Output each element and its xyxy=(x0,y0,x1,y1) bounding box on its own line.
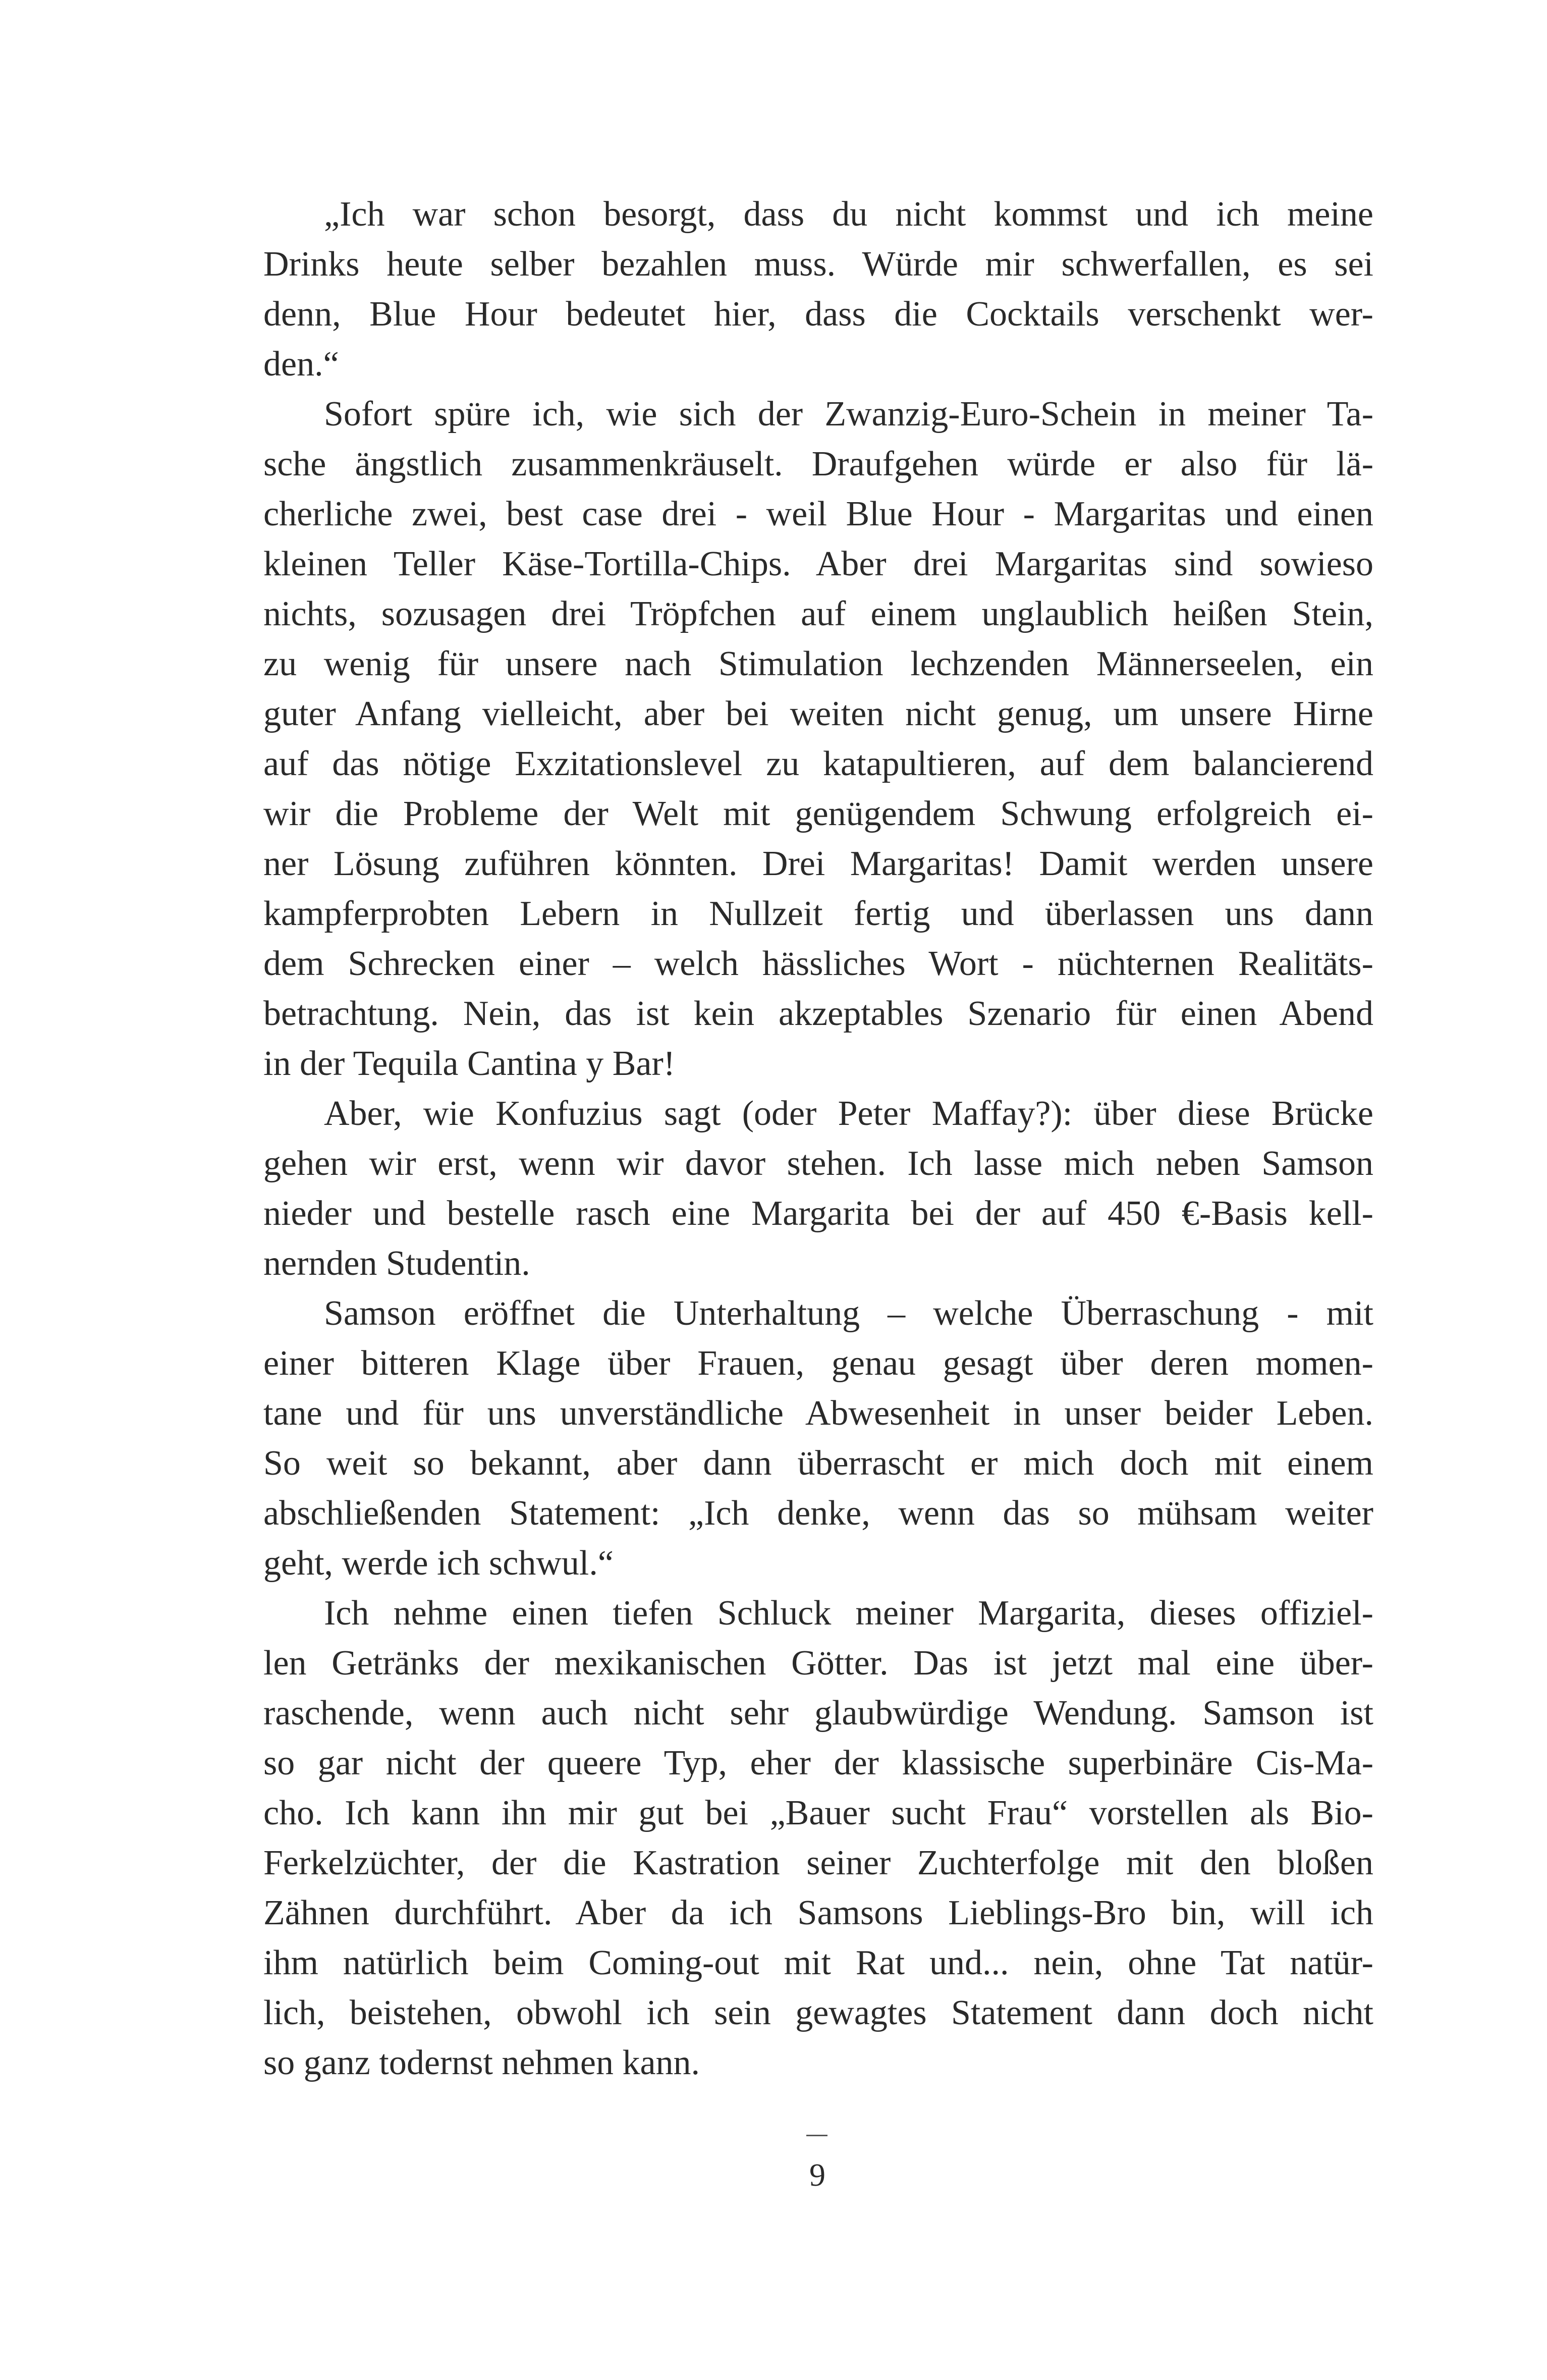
text-line: tane und für uns unverständliche Abwesenheit in unser beider Leben. xyxy=(263,1394,1373,1433)
text-line: ihm natürlich beim Coming-out mit Rat und... nein, ohne Tat natür- xyxy=(263,1943,1373,1982)
text-line: in der Tequila Cantina y Bar! xyxy=(263,1044,676,1083)
text-line: so gar nicht der queere Typ, eher der klassische superbinäre Cis-Ma- xyxy=(263,1744,1373,1782)
text-line: geht, werde ich schwul.“ xyxy=(263,1544,614,1583)
text-line: So weit so bekannt, aber dann überrascht er mich doch mit einem xyxy=(263,1444,1373,1483)
text-line: sche ängstlich zusammenkräuselt. Draufgehen würde er also für lä- xyxy=(263,445,1373,483)
page-number: 9 xyxy=(809,2157,825,2193)
page-number-divider xyxy=(806,2135,827,2136)
text-line: Ich nehme einen tiefen Schluck meiner Margarita, dieses offiziel- xyxy=(324,1594,1373,1633)
text-line: den.“ xyxy=(263,345,339,384)
text-line: cherliche zwei, best case drei - weil Blue Hour - Margaritas und einen xyxy=(263,495,1373,533)
text-line: kampferprobten Lebern in Nullzeit fertig und überlassen uns dann xyxy=(263,894,1373,933)
text-line: Samson eröffnet die Unterhaltung – welche Überraschung - mit xyxy=(324,1294,1373,1333)
text-line: kleinen Teller Käse-Tortilla-Chips. Aber drei Margaritas sind sowieso xyxy=(263,545,1373,583)
text-line: Sofort spüre ich, wie sich der Zwanzig-Euro-Schein in meiner Ta- xyxy=(324,395,1373,434)
text-line: auf das nötige Exzitationslevel zu katapultieren, auf dem balancierend xyxy=(263,744,1373,783)
text-line: nernden Studentin. xyxy=(263,1244,530,1283)
text-line: raschende, wenn auch nicht sehr glaubwürdige Wendung. Samson ist xyxy=(263,1694,1373,1733)
body-text xyxy=(263,189,1373,2088)
text-line: len Getränks der mexikanischen Götter. Das ist jetzt mal eine über- xyxy=(263,1644,1373,1683)
text-line: lich, beistehen, obwohl ich sein gewagtes Statement dann doch nicht xyxy=(263,1993,1373,2032)
text-line: Zähnen durchführt. Aber da ich Samsons Lieblings-Bro bin, will ich xyxy=(263,1894,1373,1932)
text-line: ner Lösung zuführen könnten. Drei Margaritas! Damit werden unsere xyxy=(263,844,1373,883)
text-line: Drinks heute selber bezahlen muss. Würde mir schwerfallen, es sei xyxy=(263,245,1373,284)
text-line: guter Anfang vielleicht, aber bei weiten nicht genug, um unsere Hirne xyxy=(263,694,1373,733)
text-line: „Ich war schon besorgt, dass du nicht kommst und ich meine xyxy=(324,195,1373,234)
text-line: wir die Probleme der Welt mit genügendem Schwung erfolgreich ei- xyxy=(263,794,1373,833)
text-line: einer bitteren Klage über Frauen, genau gesagt über deren momen- xyxy=(263,1344,1373,1383)
text-line: cho. Ich kann ihn mir gut bei „Bauer sucht Frau“ vorstellen als Bio- xyxy=(263,1794,1373,1832)
text-line: Ferkelzüchter, der die Kastration seiner Zuchterfolge mit den bloßen xyxy=(263,1844,1373,1882)
text-line: gehen wir erst, wenn wir davor stehen. Ich lasse mich neben Samson xyxy=(263,1144,1373,1183)
text-line: zu wenig für unsere nach Stimulation lechzenden Männerseelen, ein xyxy=(263,644,1373,683)
text-line: dem Schrecken einer – welch hässliches Wort - nüchternen Realitäts- xyxy=(263,944,1373,983)
text-line: nieder und bestelle rasch eine Margarita bei der auf 450 €-Basis kell- xyxy=(263,1194,1373,1233)
text-line: abschließenden Statement: „Ich denke, wenn das so mühsam weiter xyxy=(263,1494,1373,1533)
text-line: Aber, wie Konfuzius sagt (oder Peter Maffay?): über diese Brücke xyxy=(324,1094,1373,1133)
text-line: betrachtung. Nein, das ist kein akzeptables Szenario für einen Abend xyxy=(263,994,1373,1033)
text-line: nichts, sozusagen drei Tröpfchen auf einem unglaublich heißen Stein, xyxy=(263,594,1373,633)
text-line: denn, Blue Hour bedeutet hier, dass die Cocktails verschenkt wer- xyxy=(263,295,1373,334)
text-line: so ganz todernst nehmen kann. xyxy=(263,2043,700,2082)
